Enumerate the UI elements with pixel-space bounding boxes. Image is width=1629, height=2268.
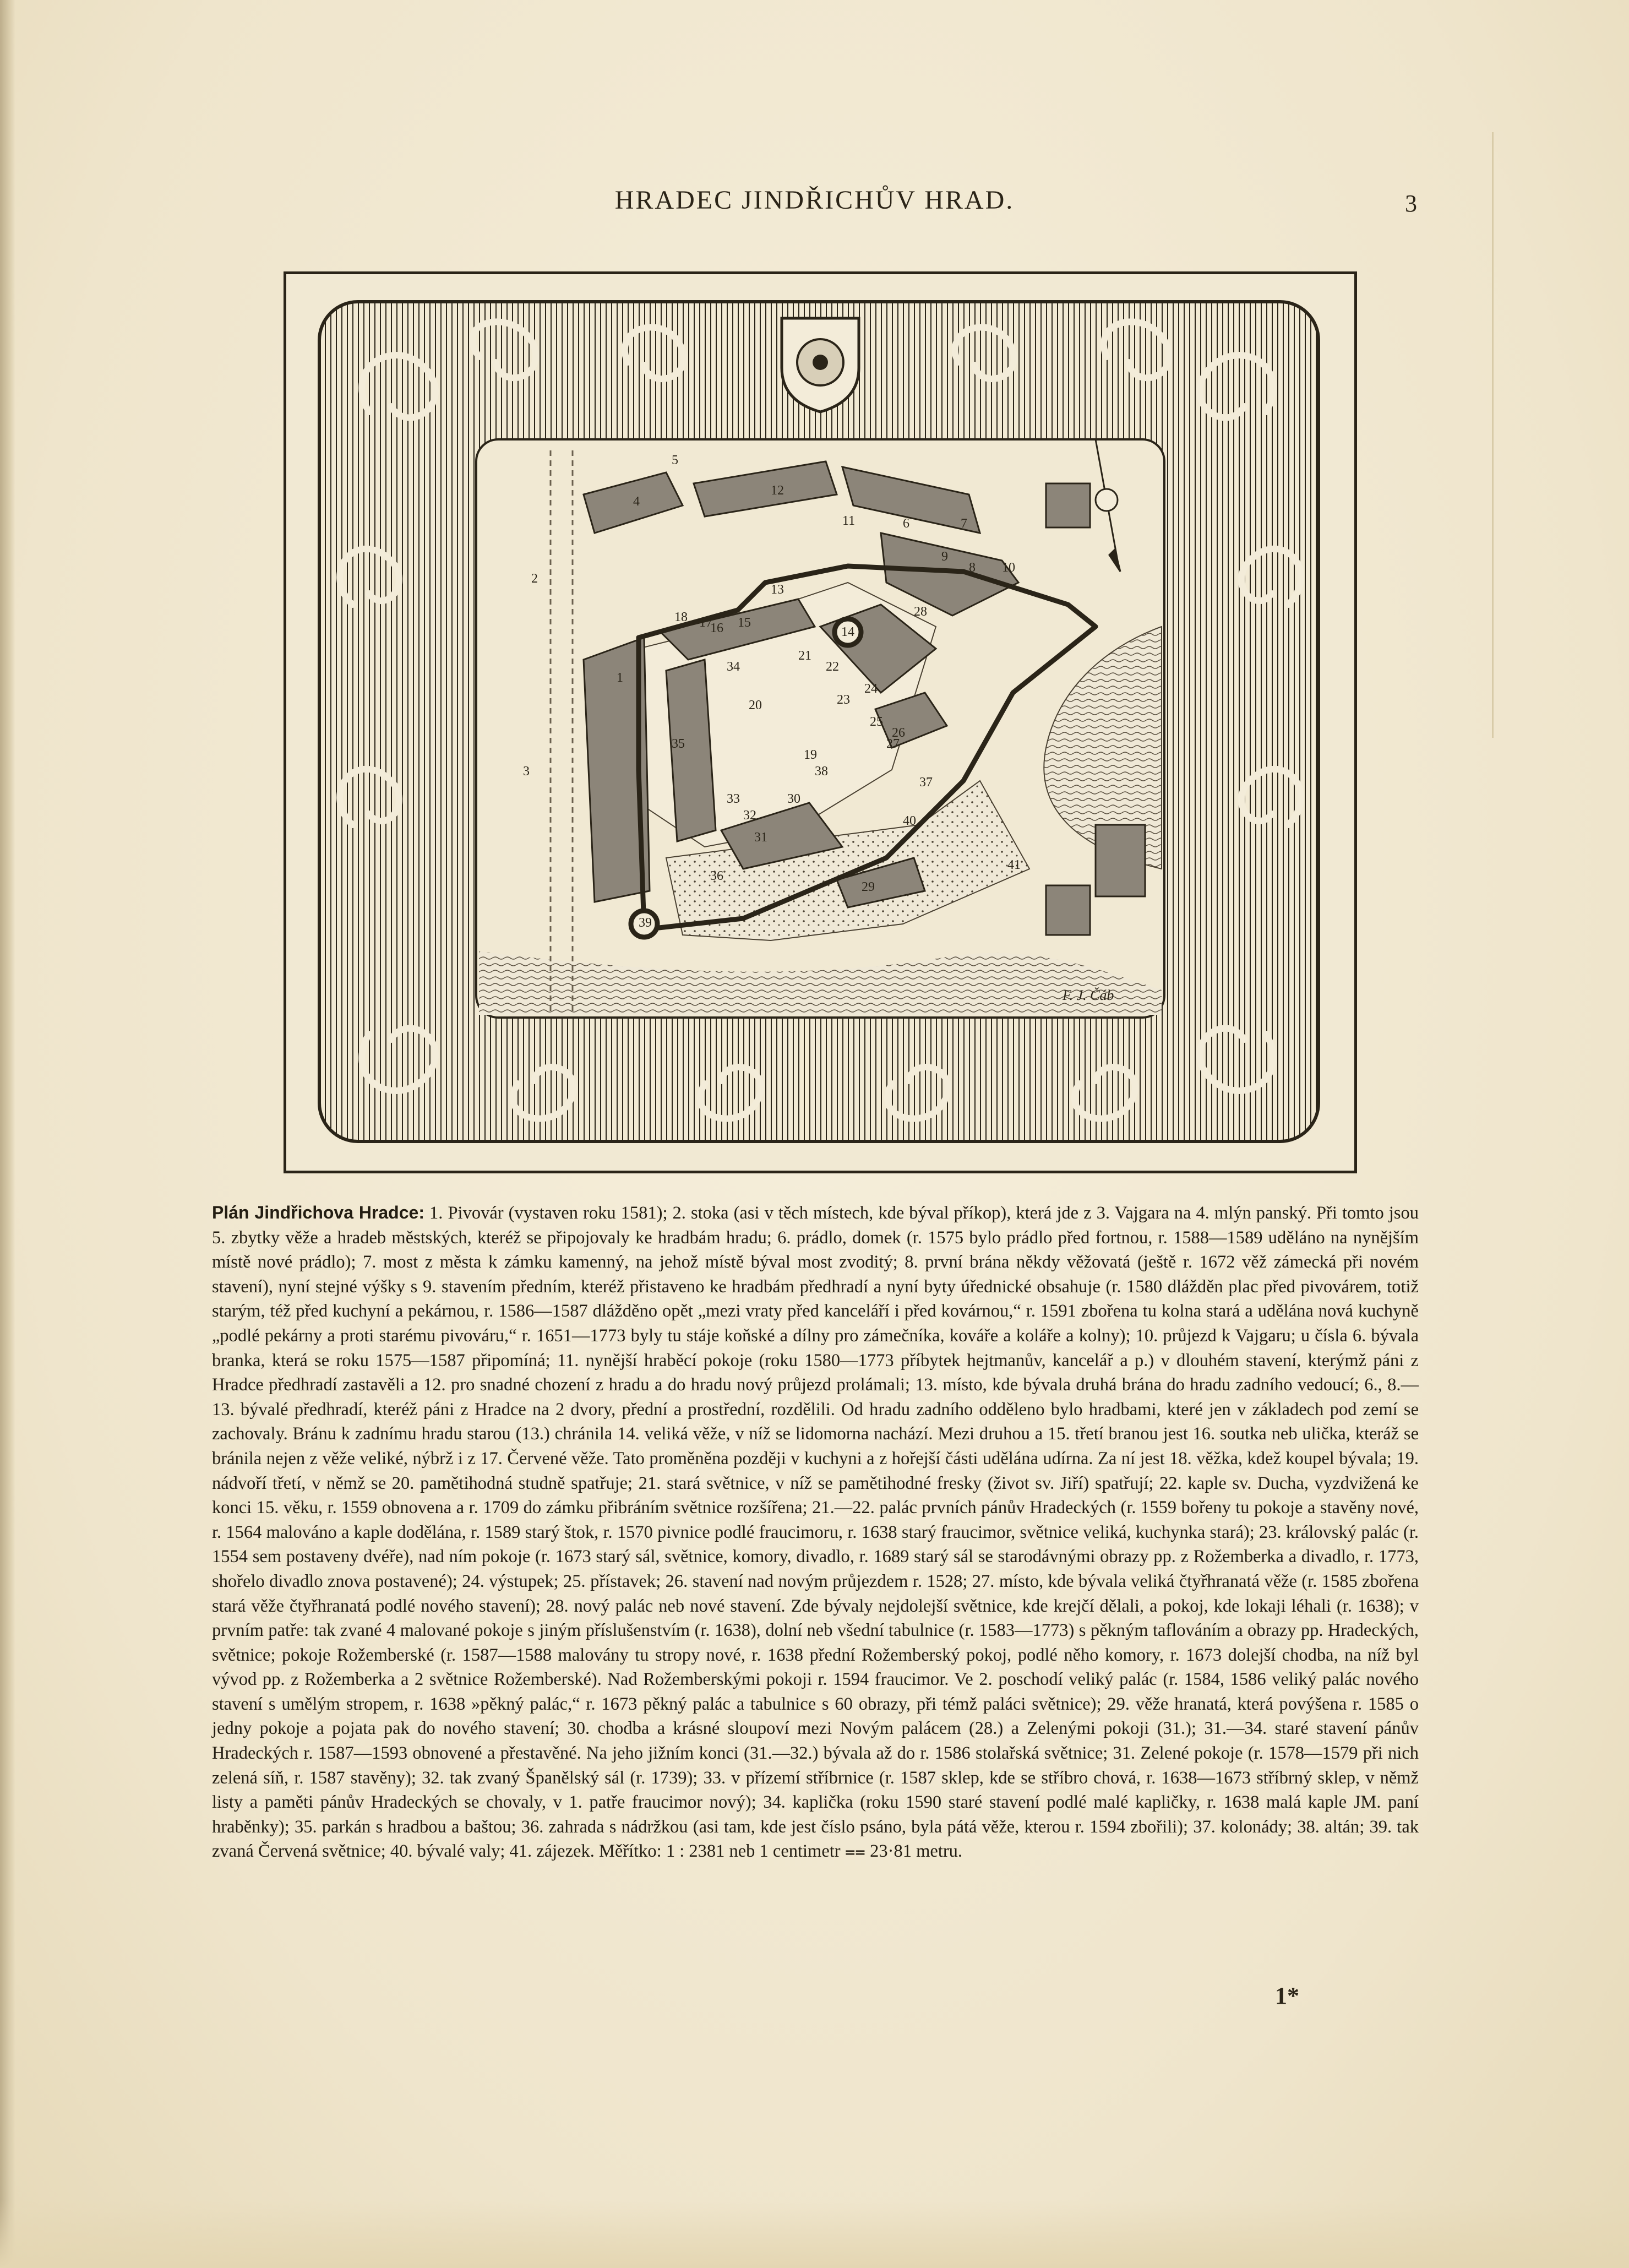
svg-text:30: 30 — [787, 792, 800, 806]
signature-mark: 1* — [1275, 1982, 1299, 2009]
svg-text:8: 8 — [969, 561, 976, 575]
svg-text:34: 34 — [727, 660, 740, 674]
svg-text:23: 23 — [837, 693, 850, 707]
svg-text:4: 4 — [633, 494, 640, 509]
svg-text:36: 36 — [710, 869, 723, 883]
castle-plan-illustration — [286, 274, 1354, 1171]
page-edge-mark — [1492, 132, 1494, 738]
svg-text:11: 11 — [842, 514, 856, 528]
svg-text:21: 21 — [798, 649, 811, 663]
svg-text:10: 10 — [1002, 561, 1015, 575]
caption-lead: Plán Jindřichova Hradce: — [212, 1203, 424, 1222]
svg-text:29: 29 — [862, 880, 875, 894]
svg-text:38: 38 — [815, 764, 828, 779]
svg-text:20: 20 — [749, 698, 762, 713]
figure-caption — [212, 1200, 1419, 1864]
svg-text:15: 15 — [738, 616, 751, 630]
svg-text:32: 32 — [743, 808, 756, 823]
book-spine-shadow — [0, 0, 15, 2268]
svg-text:40: 40 — [903, 814, 916, 828]
svg-text:14: 14 — [841, 625, 854, 639]
svg-text:7: 7 — [961, 516, 967, 531]
page-number: 3 — [1405, 190, 1417, 217]
svg-text:22: 22 — [826, 660, 839, 674]
page-bottom-shadow — [0, 2200, 1629, 2268]
svg-text:2: 2 — [531, 572, 538, 586]
svg-text:24: 24 — [864, 682, 878, 696]
svg-text:37: 37 — [919, 775, 933, 790]
svg-text:12: 12 — [771, 483, 784, 498]
svg-text:25: 25 — [870, 715, 883, 729]
svg-text:6: 6 — [903, 516, 909, 531]
rose-crest — [782, 318, 859, 412]
svg-text:9: 9 — [941, 550, 948, 564]
svg-text:5: 5 — [672, 453, 678, 467]
map-plate — [284, 271, 1357, 1173]
svg-text:16: 16 — [710, 621, 723, 635]
svg-text:27: 27 — [886, 737, 900, 751]
caption-body: 1. Pivovár (vystaven roku 1581); 2. stoka (asi v těch místech, kde býval příkop), která jde z 3. Vajgara na 4. mlýn panský. Při tomto jsou 5. zbytky věže a hradeb městských, kteréž se připojovaly ke hradbám hradu; 6. prádlo, domek (r. 1575 bylo prádlo před fortnou, r. 1588—1589 uděláno na nynějším místě nové prádlo); 7. most z města k zámku kamenný, na jehož místě býval most zvoditý; 8. první brána někdy věžovatá (ještě r. 1672 věž zámecká při novém stavení), nyní stejné výšky s 9. stavením předním, kteréž přistaveno ke hradbám předhradí a nyní byty úřednické obsahuje (r. 1580 dlážděn plac před pivovárem, totiž starým, též před kuchyní a pekárnou, r. 1586—1587 dlážděno opět „mezi vraty před kanceláří i před kovárnou,“ r. 1591 zbořena tu kolna stará a udělána nová kuchyně „podlé pekárny a proti starému pivováru,“ r. 1651—1773 byly tu stáje koňské a dílny pro zámečníka, kováře a koláře a kolny); 10. průjezd k Vajgaru; u čísla 6. bývala branka, která se roku 1575—1587 připomíná; 11. nynější hraběcí pokoje (roku 1580—1773 příbytek hejtmanův, kancelář a p.) v dlouhém stavení, kterýmž páni z Hradce předhradí zastavěli a 12. pro snadné chození z hradu a do hradu nový průjezd prolámali; 13. místo, kde bývala druhá brána do hradu zadního vedoucí; 6., 8.—13. bývalé předhradí, kteréž páni z Hradce na 2 dvory, přední a prostřední, rozdělili. Od hradu zadního odděleno bylo hradbami, které jen v základech pod zemí se zachovaly. Bránu k zadnímu hradu starou (13.) chránila 14. veliká věže, v níž se lidomorna nachází. Mezi druhou a 15. třetí branou jest 16. soutka neb ulička, kteráž se bránila nejen z věže veliké, nýbrž i z 17. Červené věže. Tato proměněna později v kuchyni a z hořejší části udělána udírna. Za ní jest 18. věžka, kdež koupel bývala; 19. nádvoří třetí, v němž se 20. pamětihodná studně spatřuje; 21. stará světnice, v níž se pamětihodné fresky (život sv. Jiří) spatřují; 22. kaple sv. Ducha, vyzdvižená ke konci 15. věku, r. 1559 obnovena a r. 1709 do zámku přibráním světnice rozšířena; 21.—22. palác prvních pánův Hradeckých (r. 1559 bořeny tu pokoje a stavěny nové, r. 1564 malováno a kaple dodělána, r. 1589 starý štok, r. 1570 pivnice podlé fraucimoru, r. 1638 starý fraucimor, světnice veliká, kuchynka stará); 23. královský palác (r. 1554 sem postaveny dvéře), nad ním pokoje (r. 1673 starý sál, světnice, komory, divadlo, r. 1689 starý sál se starodávnými obrazy pp. z Rožemberka a divadlo, r. 1773, shořelo divadlo znova postavené); 24. výstupek; 25. přístavek; 26. stavení nad novým průjezdem r. 1528; 27. místo, kde bývala veliká čtyřhranatá věže (r. 1585 zbořena stará věže čtyřhranatá podlé nového stavení); 28. nový palác neb nové stavení. Zde bývaly nejdolejší světnice, kde krejčí dělali, a pokoj, kde lokaji léhali (r. 1638); v prvním patře: tak zvané 4 malované pokoje s jiným příslušenstvím (r. 1638), dolní neb všední tabulnice (r. 1583—1773) s pěkným taflováním a obrazy pp. Hradeckých, světnice; pokoje Rožemberské (r. 1587—1588 malovány tu stropy nové, r. 1638 přední Rožemberský pokoj, podlé něho komory, r. 1673 dolejší chodba, na níž byl vývod pp. z Rožemberka a 2 světnice Rožemberské). Nad Rožemberskými pokoji r. 1594 fraucimor. Ve 2. poschodí veliký palác (r. 1584, 1586 veliký palác nového stavení s umělým stropem, r. 1638 »pěkný palác,“ r. 1673 pěkný palác a tabulnice s 60 obrazy, při témž paláci světnice); 29. věže hranatá, která povýšena r. 1585 o jedny pokoje a pojata pak do nového stavení; 30. chodba a krásné sloupoví mezi Novým palácem (28.) a Zelenými pokoji (31.); 31.—34. staré stavení pánův Hradeckých r. 1587—1593 obnovené a přestavěné. Na jeho jižním konci (31.—32.) bývala až do r. 1586 stolařská světnice; 31. Zelené pokoje (r. 1578—1579 při nich zelená síň, r. 1587 stavěny); 32. tak zvaný Španělský sál (r. 1739); 33. v přízemí stříbrnice (r. 1587 sklep, kde se stříbro chová, r. 1638—1673 stříbrný sklep, v němž listy a paměti pánův Hradeckých se chovaly, v 1. patře fraucimor nový); 34. kaplička (roku 1590 staré stavení podlé malé kapličky, r. 1638 malá kaple JM. paní hraběnky); 35. parkán s hradbou a baštou; 36. zahrada s nádržkou (asi tam, kde jest číslo psáno, byla pátá věže, kterou r. 1594 zbořili); 37. kolonády; 38. altán; 39. tak zvaná Červená světnice; 40. bývalé valy; 41. zájezek. Měřítko: 1 : 2381 neb 1 centimetr ⩵ 23·81 metru. — [212, 1203, 1419, 1862]
running-head: HRADEC JINDŘICHŮV HRAD. — [614, 186, 1015, 215]
svg-text:41: 41 — [1007, 858, 1021, 872]
svg-text:26: 26 — [892, 726, 905, 740]
svg-text:39: 39 — [639, 916, 652, 930]
svg-text:1: 1 — [617, 671, 623, 685]
svg-text:35: 35 — [672, 737, 685, 751]
svg-text:17: 17 — [699, 616, 712, 630]
svg-text:13: 13 — [771, 583, 784, 597]
svg-text:19: 19 — [804, 748, 817, 762]
svg-text:18: 18 — [674, 610, 688, 624]
svg-text:3: 3 — [523, 764, 530, 779]
svg-text:33: 33 — [727, 792, 740, 806]
svg-text:28: 28 — [914, 605, 927, 619]
artist-signature: F. J. Čáb — [1063, 987, 1114, 1003]
svg-text:31: 31 — [754, 830, 767, 845]
